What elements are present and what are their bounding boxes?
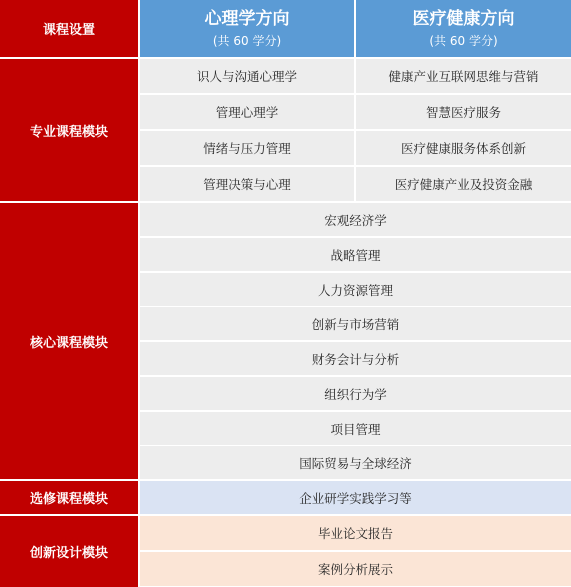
elective-module-label-cell <box>0 481 138 514</box>
specialty-psychology-course <box>140 95 354 129</box>
specialty-psychology-course <box>140 131 354 165</box>
innovation-module-label-cell <box>0 516 138 587</box>
innovation-course-text: 毕业论文报告 <box>317 526 393 541</box>
specialty-medical-course <box>356 131 571 165</box>
header-left-cell <box>0 0 138 57</box>
innovation-course <box>140 516 571 550</box>
core-module-label-cell <box>0 203 138 479</box>
specialty-medical-course-text: 医疗健康产业及投资金融 <box>394 177 533 192</box>
innovation-course-text: 案例分析展示 <box>317 562 393 577</box>
core-course-text: 财务会计与分析 <box>311 351 400 367</box>
specialty-medical-course <box>356 59 571 93</box>
header-psychology-cell <box>140 0 354 57</box>
core-course-text: 战略管理 <box>330 247 381 263</box>
header-psychology-credits: (共 60 学分) <box>212 33 282 48</box>
core-course <box>140 273 571 306</box>
elective-course-text: 企业研学实践学习等 <box>299 490 412 506</box>
specialty-medical-course-text: 智慧医疗服务 <box>425 105 501 120</box>
specialty-psychology-course-text: 管理决策与心理 <box>203 177 291 192</box>
elective-course <box>140 481 571 514</box>
header-left-label: 课程设置 <box>42 23 95 38</box>
core-course-text: 人力资源管理 <box>317 282 393 298</box>
specialty-medical-course-text: 医疗健康服务体系创新 <box>400 141 526 156</box>
core-course <box>140 446 571 479</box>
header-medical-credits: (共 60 学分) <box>429 33 498 48</box>
innovation-course <box>140 552 571 586</box>
specialty-psychology-course <box>140 59 354 93</box>
core-course-text: 组织行为学 <box>324 386 387 402</box>
specialty-psychology-course-text: 情绪与压力管理 <box>203 141 291 156</box>
specialty-medical-course <box>356 167 571 201</box>
specialty-module-label-cell <box>0 59 138 201</box>
core-course <box>140 342 571 375</box>
specialty-psychology-course-text: 识人与沟通心理学 <box>196 69 297 84</box>
core-course <box>140 203 571 236</box>
core-course-text: 宏观经济学 <box>324 212 387 228</box>
core-course-text: 国际贸易与全球经济 <box>299 455 412 471</box>
header-medical-title: 医疗健康方向 <box>412 8 515 29</box>
innovation-module-label: 创新设计模块 <box>29 546 108 561</box>
core-course <box>140 377 571 410</box>
core-course <box>140 412 571 445</box>
header-medical-cell <box>356 0 571 57</box>
core-course <box>140 307 571 340</box>
core-course-text: 项目管理 <box>330 421 381 437</box>
specialty-module-label: 专业课程模块 <box>29 124 108 140</box>
specialty-medical-course-text: 健康产业互联网思维与营销 <box>388 69 539 84</box>
specialty-medical-course <box>356 95 571 129</box>
elective-module-label: 选修课程模块 <box>29 492 108 507</box>
core-module-label: 核心课程模块 <box>29 335 108 351</box>
header-psychology-title: 心理学方向 <box>204 8 290 29</box>
specialty-psychology-course <box>140 167 354 201</box>
core-course <box>140 238 571 271</box>
specialty-psychology-course-text: 管理心理学 <box>215 105 279 120</box>
core-course-text: 创新与市场营销 <box>311 316 400 332</box>
